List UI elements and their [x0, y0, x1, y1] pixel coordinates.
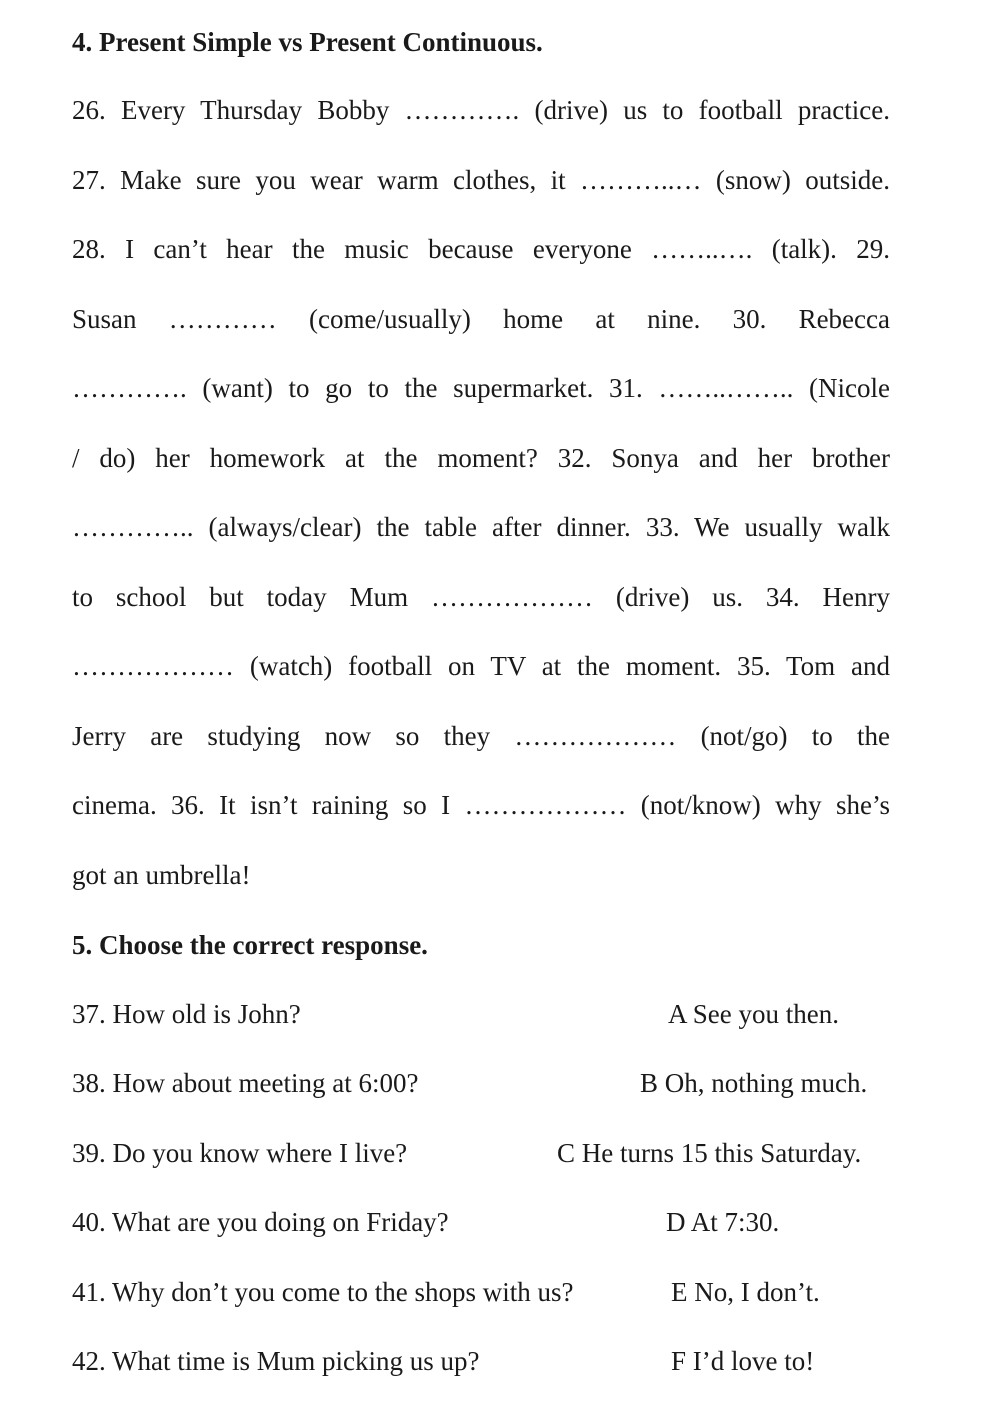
- section-4-heading: 4. Present Simple vs Present Continuous.: [72, 27, 543, 57]
- exercise-line: / do) her homework at the moment? 32. Sonya and her brother: [72, 443, 890, 473]
- answer-f: F I’d love to!: [671, 1346, 815, 1376]
- question-38: 38. How about meeting at 6:00?: [72, 1068, 419, 1098]
- question-40: 40. What are you doing on Friday?: [72, 1207, 449, 1237]
- question-39: 39. Do you know where I live?: [72, 1138, 408, 1168]
- exercise-line: ………….. (always/clear) the table after dinner. 33. We usually walk: [72, 512, 890, 542]
- exercise-line: ……………… (watch) football on TV at the moment. 35. Tom and: [72, 651, 890, 681]
- answer-a: A See you then.: [668, 999, 839, 1029]
- answer-b: B Oh, nothing much.: [640, 1068, 868, 1098]
- exercise-line: 28. I can’t hear the music because everyone ……..…. (talk). 29.: [72, 234, 890, 264]
- exercise-line: …………. (want) to go to the supermarket. 31. ……..…….. (Nicole: [72, 373, 890, 403]
- exercise-line: cinema. 36. It isn’t raining so I ……………… (not/know) why she’s: [72, 790, 890, 820]
- exercise-line: 27. Make sure you wear warm clothes, it ………..… (snow) outside.: [72, 165, 890, 195]
- question-37: 37. How old is John?: [72, 999, 301, 1029]
- exercise-line: to school but today Mum ……………… (drive) us. 34. Henry: [72, 582, 890, 612]
- answer-e: E No, I don’t.: [671, 1277, 820, 1307]
- section-5-heading: 5. Choose the correct response.: [72, 930, 428, 960]
- exercise-line: Susan ………… (come/usually) home at nine. 30. Rebecca: [72, 304, 890, 334]
- question-42: 42. What time is Mum picking us up?: [72, 1346, 480, 1376]
- question-41: 41. Why don’t you come to the shops with us?: [72, 1277, 574, 1307]
- answer-c: C He turns 15 this Saturday.: [557, 1138, 862, 1168]
- exercise-line: got an umbrella!: [72, 860, 251, 890]
- answer-d: D At 7:30.: [666, 1207, 780, 1237]
- exercise-line: 26. Every Thursday Bobby …………. (drive) us to football practice.: [72, 95, 890, 125]
- exercise-line: Jerry are studying now so they ……………… (not/go) to the: [72, 721, 890, 751]
